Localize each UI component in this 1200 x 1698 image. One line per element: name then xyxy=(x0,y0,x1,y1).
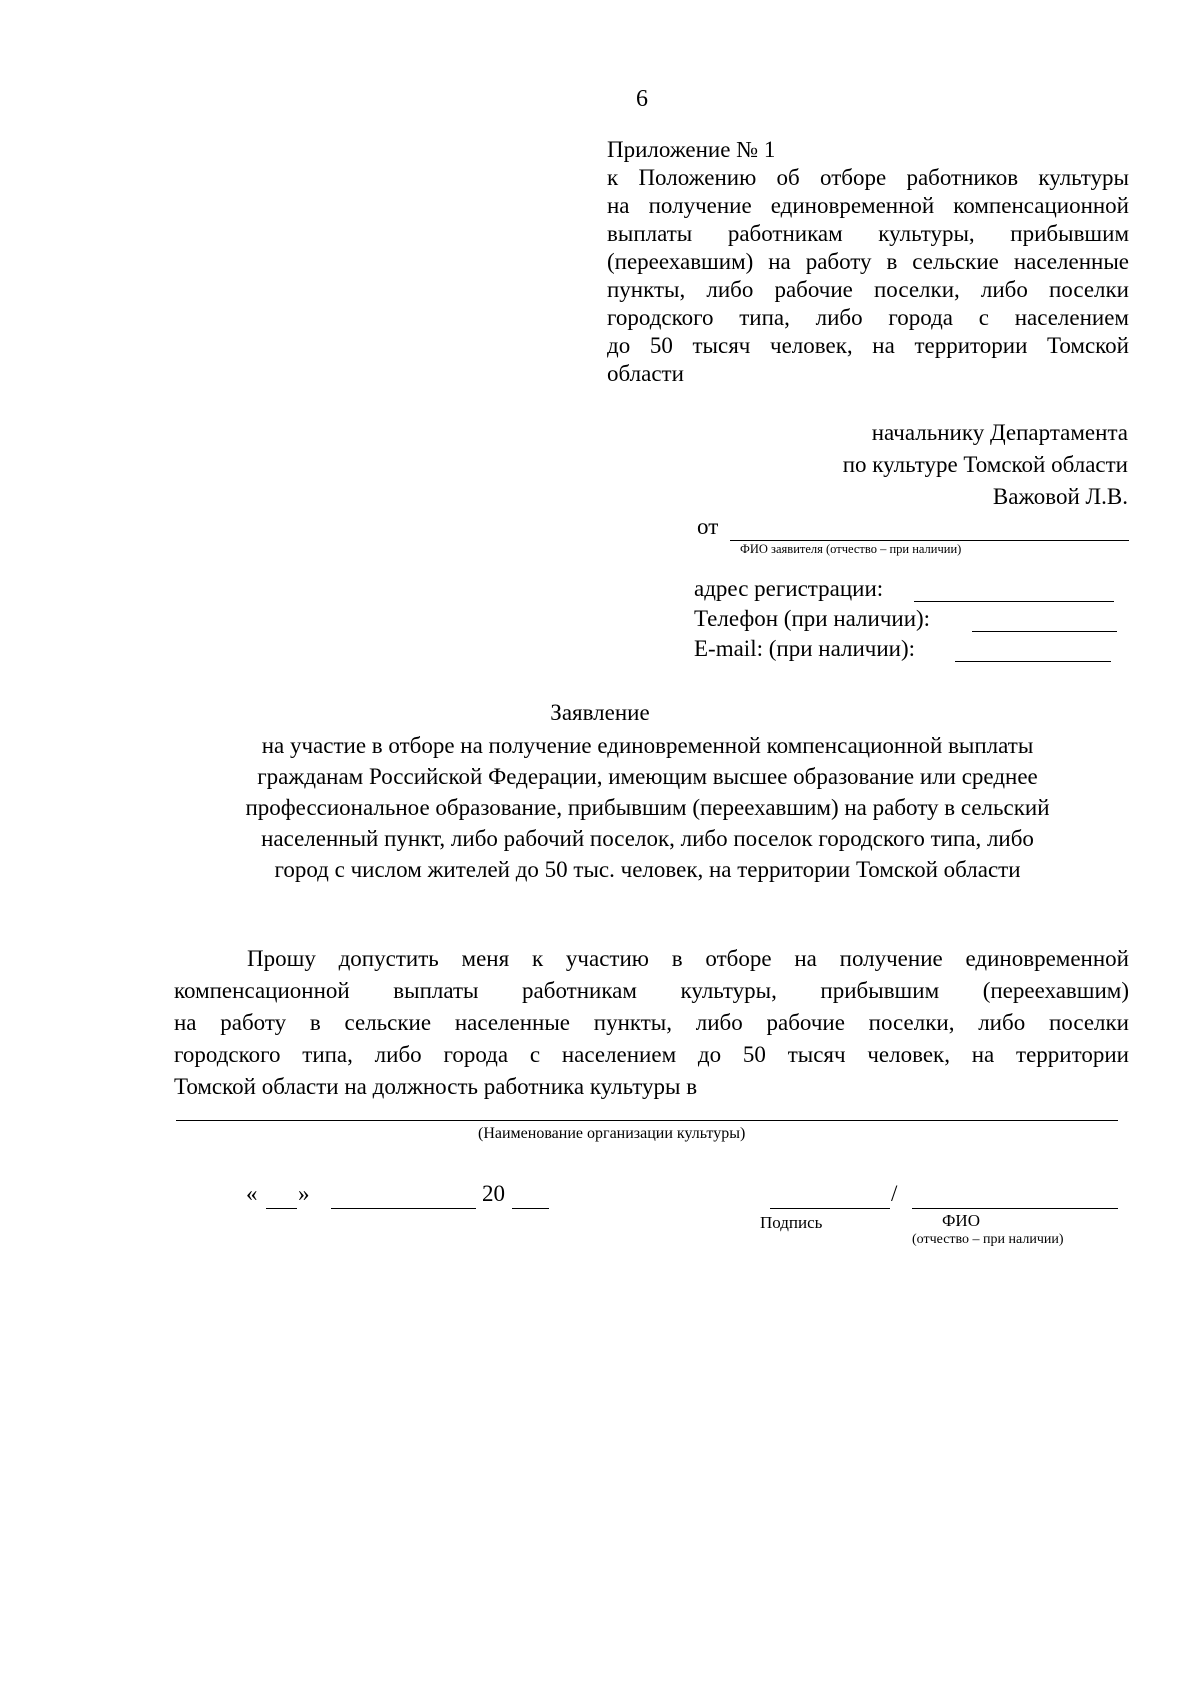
appendix-line: (переехавшим) на работу в сельские населенные xyxy=(607,249,1129,274)
phone-label: Телефон (при наличии): xyxy=(694,606,931,631)
request-line: Прошу допустить меня к участию в отборе на получение единовременной xyxy=(247,946,1129,971)
appendix-line: до 50 тысяч человек, на территории Томской xyxy=(607,333,1129,358)
appendix-line: пункты, либо рабочие поселки, либо поселки xyxy=(607,277,1129,302)
statement-subtitle-line: профессиональное образование, прибывшим (переехавшим) на работу в сельский xyxy=(245,795,1050,820)
appendix-header xyxy=(607,136,1129,388)
date-quote-open: « xyxy=(246,1181,258,1206)
date-day-fill-line[interactable] xyxy=(266,1208,297,1209)
appendix-line: городского типа, либо города с населением xyxy=(607,305,1129,330)
from-caption: ФИО заявителя (отчество – при наличии) xyxy=(740,542,962,556)
statement-subtitle-line: гражданам Российской Федерации, имеющим высшее образование или среднее xyxy=(257,764,1038,789)
addressee-name: Важовой Л.В. xyxy=(992,484,1128,509)
address-fill-line[interactable] xyxy=(914,601,1114,602)
statement-subtitle-line: на участие в отборе на получение единовременной компенсационной выплаты xyxy=(261,733,1034,758)
appendix-line: к Положению об отборе работников культуры xyxy=(607,165,1129,190)
date-quote-close: » xyxy=(298,1181,310,1206)
appendix-line: Приложение № 1 xyxy=(607,137,776,162)
addressee-department: по культуре Томской области xyxy=(842,452,1128,477)
addressee-position: начальнику Департамента xyxy=(871,420,1128,445)
statement-subtitle xyxy=(180,730,1115,885)
from-label: от xyxy=(697,514,719,539)
organization-caption: (Наименование организации культуры) xyxy=(478,1125,746,1142)
signature-caption: Подпись xyxy=(760,1213,823,1232)
request-line: на работу в сельские населенные пункты, либо рабочие поселки, либо поселки xyxy=(174,1010,1129,1035)
appendix-line: области xyxy=(607,361,684,386)
page-number: 6 xyxy=(636,86,648,112)
from-fill-line[interactable] xyxy=(730,540,1129,541)
date-month-fill-line[interactable] xyxy=(331,1208,476,1209)
appendix-line: выплаты работникам культуры, прибывшим xyxy=(607,221,1129,246)
signature-slash: / xyxy=(891,1181,898,1206)
signature-fill-line[interactable] xyxy=(770,1208,890,1209)
statement-subtitle-line: город с числом жителей до 50 тыс. человек, на территории Томской области xyxy=(274,857,1021,882)
request-line: городского типа, либо города с населением до 50 тысяч человек, на территории xyxy=(174,1042,1129,1067)
statement-title: Заявление xyxy=(550,700,650,725)
statement-subtitle-line: населенный пункт, либо рабочий поселок, либо поселок городского типа, либо xyxy=(261,826,1034,851)
email-label: E-mail: (при наличии): xyxy=(694,636,915,661)
fio-sub-caption: (отчество – при наличии) xyxy=(912,1232,1064,1247)
request-line: Томской области на должность работника культуры в xyxy=(174,1074,698,1099)
request-line: компенсационной выплаты работникам культуры, прибывшим (переехавшим) xyxy=(174,978,1129,1003)
address-label: адрес регистрации: xyxy=(694,576,884,601)
fio-fill-line[interactable] xyxy=(912,1208,1118,1209)
appendix-line: на получение единовременной компенсационной xyxy=(607,193,1129,218)
date-year-fill-line[interactable] xyxy=(512,1208,549,1209)
email-fill-line[interactable] xyxy=(955,661,1111,662)
phone-fill-line[interactable] xyxy=(972,631,1117,632)
request-paragraph xyxy=(174,943,1129,1103)
date-year-prefix: 20 xyxy=(482,1181,505,1206)
organization-fill-line[interactable] xyxy=(176,1120,1118,1121)
fio-caption: ФИО xyxy=(942,1211,980,1230)
